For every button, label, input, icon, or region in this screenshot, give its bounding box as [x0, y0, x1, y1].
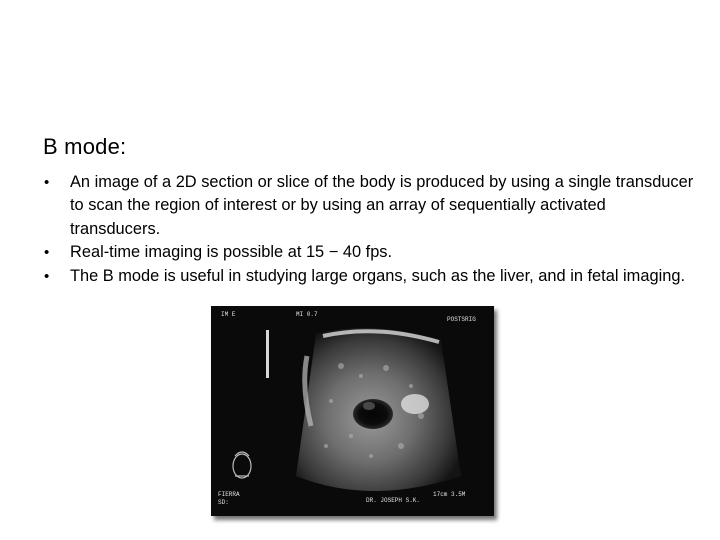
- overlay-top-center: MI 0.7: [296, 311, 318, 318]
- slide-heading: B mode:: [43, 134, 127, 159]
- bullet-text: An image of a 2D section or slice of the body is produced by using a single transducer to scan the region of interest or by using an array of sequentially activated transducers.: [70, 173, 694, 238]
- overlay-bottom-center: DR. JOSEPH S.K.: [366, 497, 421, 504]
- ultrasound-scan-icon: [211, 306, 494, 516]
- bullet-item: [44, 241, 694, 264]
- overlay-top-left: IM E: [221, 311, 236, 318]
- bullet-item: [44, 171, 694, 241]
- bullet-text: The B mode is useful in studying large organs, such as the liver, and in fetal imaging.: [70, 266, 685, 285]
- bullet-icon: •: [44, 267, 50, 285]
- bullet-icon: •: [44, 244, 50, 262]
- bullet-text: Real-time imaging is possible at 15 − 40 fps.: [70, 243, 393, 262]
- overlay-left-label: FIERRA: [218, 491, 240, 498]
- overlay-bottom-right: 17cm 3.5M: [433, 491, 466, 498]
- ultrasound-image: [211, 306, 494, 516]
- bullet-list: [44, 171, 694, 288]
- overlay-top-right: POSTSRIG: [447, 316, 476, 323]
- overlay-left-label-2: SD:: [218, 499, 229, 506]
- bullet-icon: •: [44, 174, 50, 191]
- bullet-item: [44, 265, 694, 288]
